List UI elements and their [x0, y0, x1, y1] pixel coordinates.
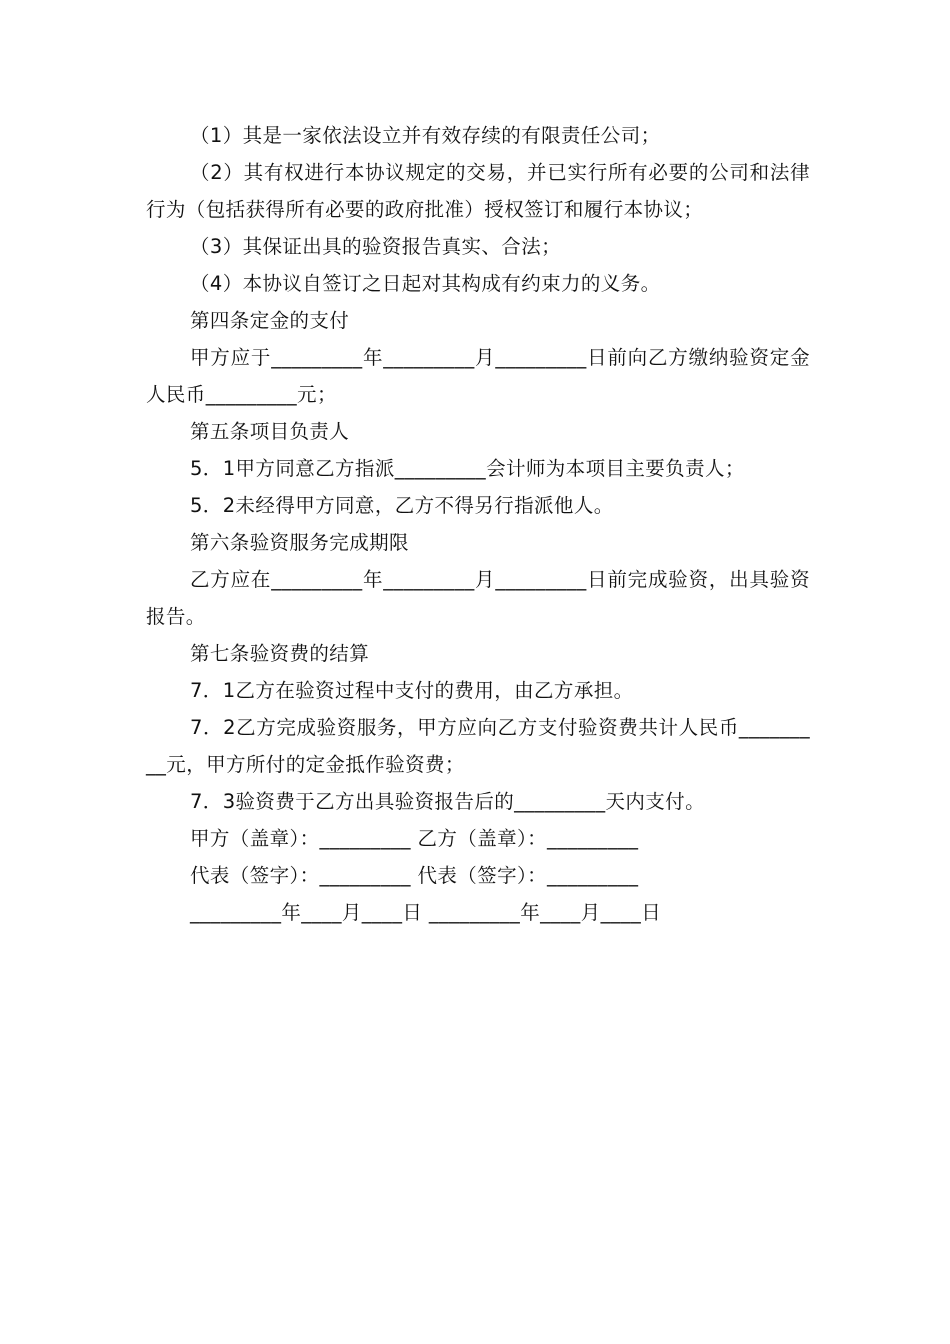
article-6-heading: 第六条验资服务完成期限	[190, 531, 409, 554]
article-5-heading: 第五条项目负责人	[190, 420, 350, 443]
article-4-deposit-text: 甲方应于_________年_________月_________日前向乙方缴纳验资定金人民币_________元；	[146, 346, 810, 406]
clause-item-4: （4）本协议自签订之日起对其构成有约束力的义务。	[190, 272, 661, 295]
clause-5-1: 5．1甲方同意乙方指派_________会计师为本项目主要负责人；	[190, 457, 745, 480]
document-body	[146, 117, 810, 931]
signature-date-line: _________年____月____日 _________年____月____日	[190, 901, 662, 924]
clause-item-2: （2）其有权进行本协议规定的交易，并已实行所有必要的公司和法律行为（包括获得所有必要的政府批准）授权签订和履行本协议；	[146, 161, 810, 221]
article-7-heading: 第七条验资费的结算	[190, 642, 370, 665]
signature-seal-line: 甲方（盖章）：_________ 乙方（盖章）：_________	[190, 827, 639, 850]
clause-5-2: 5．2未经得甲方同意，乙方不得另行指派他人。	[190, 494, 614, 517]
signature-representative-line: 代表（签字）：_________ 代表（签字）：_________	[190, 864, 639, 887]
clause-7-3: 7．3验资费于乙方出具验资报告后的_________天内支付。	[190, 790, 705, 813]
clause-7-1: 7．1乙方在验资过程中支付的费用，由乙方承担。	[190, 679, 634, 702]
article-4-heading: 第四条定金的支付	[190, 309, 350, 332]
clause-item-3: （3）其保证出具的验资报告真实、合法；	[190, 235, 562, 258]
article-6-deadline-text: 乙方应在_________年_________月_________日前完成验资，出具验资报告。	[146, 568, 810, 628]
clause-7-2: 7．2乙方完成验资服务，甲方应向乙方支付验资费共计人民币_________元，甲方所付的定金抵作验资费；	[146, 716, 810, 776]
clause-item-1: （1）其是一家依法设立并有效存续的有限责任公司；	[190, 124, 661, 147]
